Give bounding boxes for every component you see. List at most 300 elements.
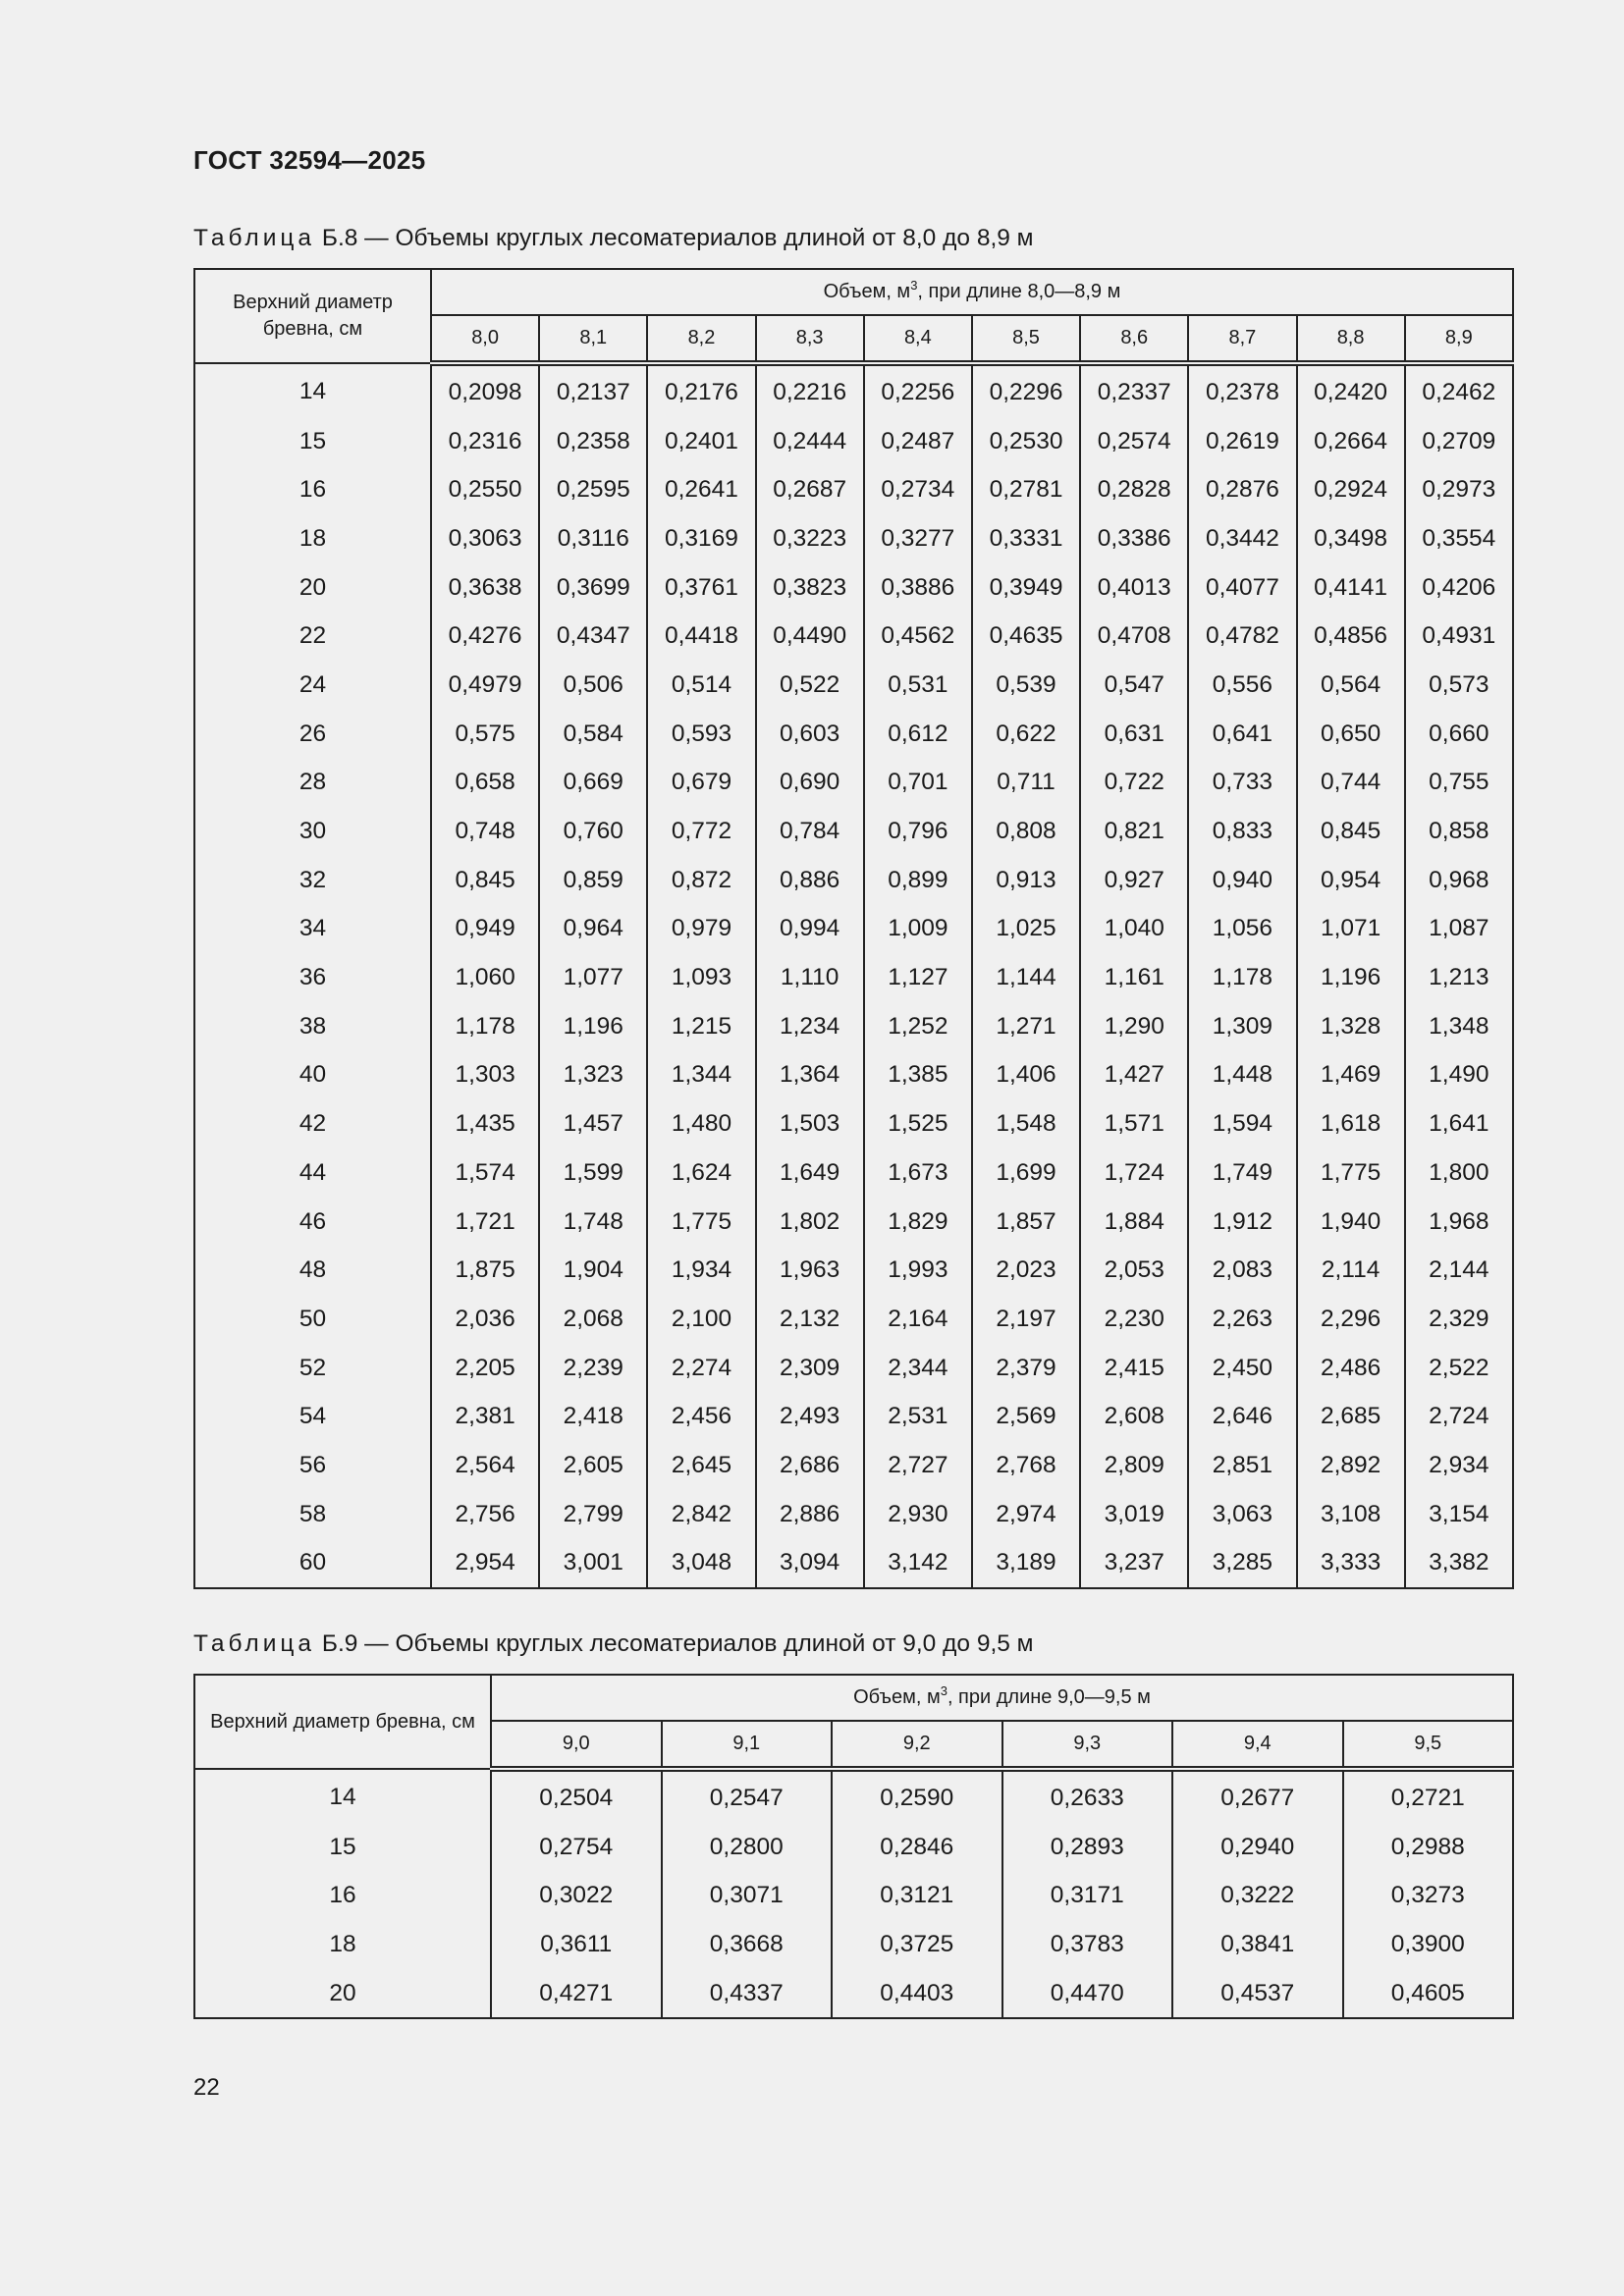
volume-cell: 0,755 bbox=[1405, 759, 1513, 808]
volume-cell: 0,760 bbox=[539, 807, 647, 856]
volume-cell: 0,650 bbox=[1297, 710, 1405, 759]
volume-cell: 2,934 bbox=[1405, 1441, 1513, 1490]
volume-cell: 0,4470 bbox=[1002, 1969, 1173, 2019]
volume-cell: 2,605 bbox=[539, 1441, 647, 1490]
volume-cell: 3,237 bbox=[1080, 1539, 1188, 1589]
volume-cell: 1,077 bbox=[539, 953, 647, 1002]
table2-caption-word: Таблица bbox=[193, 1630, 316, 1657]
volume-cell: 0,556 bbox=[1188, 661, 1296, 710]
volume-cell: 0,3277 bbox=[864, 514, 972, 563]
volume-cell: 1,009 bbox=[864, 905, 972, 954]
volume-cell: 0,2876 bbox=[1188, 465, 1296, 514]
volume-cell: 1,344 bbox=[647, 1051, 755, 1100]
volume-cell: 0,2973 bbox=[1405, 465, 1513, 514]
volume-cell: 1,829 bbox=[864, 1198, 972, 1247]
volume-cell: 0,2595 bbox=[539, 465, 647, 514]
volume-cell: 1,178 bbox=[431, 1002, 539, 1051]
volume-cell: 2,132 bbox=[756, 1295, 864, 1344]
table1-caption-text: Б.8 — Объемы круглых лесоматериалов длиной от 8,0 до 8,9 м bbox=[315, 225, 1034, 251]
volume-cell: 0,3498 bbox=[1297, 514, 1405, 563]
volume-cell: 0,2828 bbox=[1080, 465, 1188, 514]
volume-cell: 0,2709 bbox=[1405, 417, 1513, 466]
volume-cell: 2,842 bbox=[647, 1490, 755, 1539]
volume-cell: 0,2256 bbox=[864, 363, 972, 417]
volume-cell: 1,599 bbox=[539, 1148, 647, 1198]
volume-cell: 0,2216 bbox=[756, 363, 864, 417]
volume-cell: 1,525 bbox=[864, 1099, 972, 1148]
table1-group-prefix: Объем, м bbox=[823, 281, 911, 302]
volume-cell: 0,3063 bbox=[431, 514, 539, 563]
table-row bbox=[194, 1490, 1513, 1539]
volume-cell: 0,796 bbox=[864, 807, 972, 856]
volume-cell: 1,724 bbox=[1080, 1148, 1188, 1198]
table-row bbox=[194, 1969, 1513, 2019]
volume-cell: 1,748 bbox=[539, 1198, 647, 1247]
length-header: 8,5 bbox=[972, 315, 1080, 363]
volume-cell: 0,522 bbox=[756, 661, 864, 710]
volume-cell: 0,2677 bbox=[1172, 1769, 1343, 1823]
table1-caption-word: Таблица bbox=[193, 225, 316, 251]
volume-cell: 0,564 bbox=[1297, 661, 1405, 710]
volume-cell: 2,100 bbox=[647, 1295, 755, 1344]
volume-cell: 0,899 bbox=[864, 856, 972, 905]
table2-group-sup: 3 bbox=[940, 1683, 947, 1698]
table1-corner-header: Верхний диаметр бревна, см bbox=[194, 269, 431, 363]
volume-cell: 2,930 bbox=[864, 1490, 972, 1539]
diameter-cell: 20 bbox=[194, 1969, 491, 2019]
volume-cell: 0,845 bbox=[1297, 807, 1405, 856]
volume-cell: 0,4403 bbox=[832, 1969, 1002, 2019]
volume-cell: 1,290 bbox=[1080, 1002, 1188, 1051]
volume-cell: 0,4206 bbox=[1405, 563, 1513, 613]
volume-cell: 1,574 bbox=[431, 1148, 539, 1198]
volume-cell: 0,2358 bbox=[539, 417, 647, 466]
table-row bbox=[194, 1051, 1513, 1100]
table-row bbox=[194, 905, 1513, 954]
volume-cell: 0,733 bbox=[1188, 759, 1296, 808]
volume-cell: 2,415 bbox=[1080, 1344, 1188, 1393]
volume-cell: 2,239 bbox=[539, 1344, 647, 1393]
volume-cell: 0,2781 bbox=[972, 465, 1080, 514]
volume-cell: 0,3611 bbox=[491, 1920, 662, 1969]
volume-cell: 1,904 bbox=[539, 1246, 647, 1295]
volume-cell: 0,979 bbox=[647, 905, 755, 954]
volume-cell: 0,4562 bbox=[864, 612, 972, 661]
table-row bbox=[194, 1539, 1513, 1589]
volume-cell: 0,2337 bbox=[1080, 363, 1188, 417]
length-header: 8,7 bbox=[1188, 315, 1296, 363]
diameter-cell: 26 bbox=[194, 710, 431, 759]
volume-cell: 0,784 bbox=[756, 807, 864, 856]
volume-cell: 1,857 bbox=[972, 1198, 1080, 1247]
volume-cell: 2,646 bbox=[1188, 1392, 1296, 1441]
volume-cell: 0,964 bbox=[539, 905, 647, 954]
volume-cell: 0,612 bbox=[864, 710, 972, 759]
diameter-cell: 46 bbox=[194, 1198, 431, 1247]
volume-cell: 1,161 bbox=[1080, 953, 1188, 1002]
volume-cell: 0,3841 bbox=[1172, 1920, 1343, 1969]
volume-cell: 0,593 bbox=[647, 710, 755, 759]
volume-cell: 2,608 bbox=[1080, 1392, 1188, 1441]
volume-cell: 2,809 bbox=[1080, 1441, 1188, 1490]
volume-cell: 2,068 bbox=[539, 1295, 647, 1344]
table-row bbox=[194, 807, 1513, 856]
volume-cell: 1,699 bbox=[972, 1148, 1080, 1198]
table-row bbox=[194, 1392, 1513, 1441]
table-row bbox=[194, 1344, 1513, 1393]
diameter-cell: 16 bbox=[194, 465, 431, 514]
volume-cell: 0,4782 bbox=[1188, 612, 1296, 661]
volume-cell: 0,2547 bbox=[662, 1769, 833, 1823]
volume-cell: 1,144 bbox=[972, 953, 1080, 1002]
volume-cell: 3,108 bbox=[1297, 1490, 1405, 1539]
volume-cell: 0,658 bbox=[431, 759, 539, 808]
volume-cell: 0,531 bbox=[864, 661, 972, 710]
volume-cell: 0,547 bbox=[1080, 661, 1188, 710]
volume-cell: 2,144 bbox=[1405, 1246, 1513, 1295]
volume-cell: 3,094 bbox=[756, 1539, 864, 1589]
volume-cell: 0,2504 bbox=[491, 1769, 662, 1823]
table-row bbox=[194, 363, 1513, 417]
volume-cell: 1,571 bbox=[1080, 1099, 1188, 1148]
volume-cell: 0,4347 bbox=[539, 612, 647, 661]
volume-cell: 1,775 bbox=[1297, 1148, 1405, 1198]
volume-cell: 3,001 bbox=[539, 1539, 647, 1589]
document-header: ГОСТ 32594—2025 bbox=[193, 145, 426, 175]
volume-cell: 0,4708 bbox=[1080, 612, 1188, 661]
volume-cell: 0,808 bbox=[972, 807, 1080, 856]
volume-cell: 2,493 bbox=[756, 1392, 864, 1441]
volume-cell: 0,954 bbox=[1297, 856, 1405, 905]
volume-cell: 2,564 bbox=[431, 1441, 539, 1490]
length-header: 8,8 bbox=[1297, 315, 1405, 363]
volume-cell: 0,4013 bbox=[1080, 563, 1188, 613]
volume-cell: 0,4141 bbox=[1297, 563, 1405, 613]
volume-cell: 1,196 bbox=[539, 1002, 647, 1051]
table2-group-header bbox=[491, 1675, 1513, 1721]
volume-cell: 1,040 bbox=[1080, 905, 1188, 954]
volume-cell: 0,3725 bbox=[832, 1920, 1002, 1969]
volume-cell: 0,2378 bbox=[1188, 363, 1296, 417]
volume-cell: 2,685 bbox=[1297, 1392, 1405, 1441]
volume-cell: 0,3273 bbox=[1343, 1871, 1514, 1920]
table-row bbox=[194, 1099, 1513, 1148]
volume-cell: 0,3022 bbox=[491, 1871, 662, 1920]
volume-cell: 1,673 bbox=[864, 1148, 972, 1198]
diameter-cell: 42 bbox=[194, 1099, 431, 1148]
diameter-cell: 15 bbox=[194, 417, 431, 466]
page-number: 22 bbox=[193, 2074, 220, 2101]
length-header: 8,4 bbox=[864, 315, 972, 363]
volume-cell: 1,110 bbox=[756, 953, 864, 1002]
volume-cell: 0,690 bbox=[756, 759, 864, 808]
diameter-cell: 24 bbox=[194, 661, 431, 710]
volume-cell: 0,722 bbox=[1080, 759, 1188, 808]
table-row bbox=[194, 612, 1513, 661]
volume-cell: 2,450 bbox=[1188, 1344, 1296, 1393]
table-row bbox=[194, 661, 1513, 710]
volume-cell: 0,3783 bbox=[1002, 1920, 1173, 1969]
volume-cell: 2,756 bbox=[431, 1490, 539, 1539]
volume-cell: 0,2687 bbox=[756, 465, 864, 514]
table1-group-suffix: , при длине 8,0—8,9 м bbox=[917, 281, 1121, 302]
volume-cell: 2,569 bbox=[972, 1392, 1080, 1441]
volume-cell: 0,886 bbox=[756, 856, 864, 905]
volume-cell: 0,3761 bbox=[647, 563, 755, 613]
volume-cell: 0,3171 bbox=[1002, 1871, 1173, 1920]
volume-cell: 1,271 bbox=[972, 1002, 1080, 1051]
table2-corner-header: Верхний диаметр бревна, см bbox=[194, 1675, 491, 1769]
volume-cell: 0,913 bbox=[972, 856, 1080, 905]
volume-cell: 0,2444 bbox=[756, 417, 864, 466]
length-header: 9,0 bbox=[491, 1721, 662, 1769]
volume-cell: 0,2641 bbox=[647, 465, 755, 514]
volume-cell: 0,4418 bbox=[647, 612, 755, 661]
volume-cell: 0,949 bbox=[431, 905, 539, 954]
volume-cell: 1,963 bbox=[756, 1246, 864, 1295]
volume-cell: 0,821 bbox=[1080, 807, 1188, 856]
volume-cell: 0,2296 bbox=[972, 363, 1080, 417]
table-row bbox=[194, 1148, 1513, 1198]
volume-cell: 0,2176 bbox=[647, 363, 755, 417]
volume-cell: 1,448 bbox=[1188, 1051, 1296, 1100]
table1-caption bbox=[193, 225, 1034, 252]
volume-cell: 1,213 bbox=[1405, 953, 1513, 1002]
volume-cell: 2,296 bbox=[1297, 1295, 1405, 1344]
volume-cell: 0,622 bbox=[972, 710, 1080, 759]
volume-cell: 0,660 bbox=[1405, 710, 1513, 759]
volume-cell: 1,071 bbox=[1297, 905, 1405, 954]
volume-cell: 0,2633 bbox=[1002, 1769, 1173, 1823]
volume-cell: 2,023 bbox=[972, 1246, 1080, 1295]
volume-cell: 0,506 bbox=[539, 661, 647, 710]
diameter-cell: 56 bbox=[194, 1441, 431, 1490]
volume-cell: 1,800 bbox=[1405, 1148, 1513, 1198]
length-header: 8,2 bbox=[647, 315, 755, 363]
volume-cell: 0,3668 bbox=[662, 1920, 833, 1969]
volume-cell: 0,2487 bbox=[864, 417, 972, 466]
volume-cell: 2,263 bbox=[1188, 1295, 1296, 1344]
table-row bbox=[194, 710, 1513, 759]
volume-cell: 0,2574 bbox=[1080, 417, 1188, 466]
volume-cell: 1,127 bbox=[864, 953, 972, 1002]
volume-cell: 3,189 bbox=[972, 1539, 1080, 1589]
volume-cell: 2,799 bbox=[539, 1490, 647, 1539]
volume-cell: 0,711 bbox=[972, 759, 1080, 808]
table2-caption-text: Б.9 — Объемы круглых лесоматериалов длиной от 9,0 до 9,5 м bbox=[315, 1630, 1034, 1657]
volume-cell: 1,196 bbox=[1297, 953, 1405, 1002]
volume-cell: 2,309 bbox=[756, 1344, 864, 1393]
volume-cell: 1,641 bbox=[1405, 1099, 1513, 1148]
volume-cell: 1,912 bbox=[1188, 1198, 1296, 1247]
table-row bbox=[194, 1769, 1513, 1823]
volume-cell: 0,3223 bbox=[756, 514, 864, 563]
volume-cell: 2,851 bbox=[1188, 1441, 1296, 1490]
volume-cell: 2,379 bbox=[972, 1344, 1080, 1393]
volume-cell: 3,285 bbox=[1188, 1539, 1296, 1589]
volume-cell: 0,3823 bbox=[756, 563, 864, 613]
diameter-cell: 18 bbox=[194, 1920, 491, 1969]
table-row bbox=[194, 1871, 1513, 1920]
diameter-cell: 28 bbox=[194, 759, 431, 808]
volume-cell: 0,2664 bbox=[1297, 417, 1405, 466]
table-row bbox=[194, 856, 1513, 905]
volume-cell: 0,701 bbox=[864, 759, 972, 808]
table-row bbox=[194, 465, 1513, 514]
diameter-cell: 34 bbox=[194, 905, 431, 954]
volume-cell: 3,333 bbox=[1297, 1539, 1405, 1589]
volume-cell: 0,2924 bbox=[1297, 465, 1405, 514]
volume-cell: 0,2137 bbox=[539, 363, 647, 417]
volume-cell: 1,060 bbox=[431, 953, 539, 1002]
volume-cell: 0,631 bbox=[1080, 710, 1188, 759]
volume-cell: 2,886 bbox=[756, 1490, 864, 1539]
volume-cell: 0,3222 bbox=[1172, 1871, 1343, 1920]
length-header: 9,3 bbox=[1002, 1721, 1173, 1769]
diameter-cell: 16 bbox=[194, 1871, 491, 1920]
volume-cell: 2,486 bbox=[1297, 1344, 1405, 1393]
volume-cell: 1,427 bbox=[1080, 1051, 1188, 1100]
diameter-cell: 15 bbox=[194, 1823, 491, 1872]
volume-cell: 1,385 bbox=[864, 1051, 972, 1100]
table-row bbox=[194, 1002, 1513, 1051]
volume-cell: 0,968 bbox=[1405, 856, 1513, 905]
volume-cell: 1,749 bbox=[1188, 1148, 1296, 1198]
volume-cell: 0,3886 bbox=[864, 563, 972, 613]
volume-cell: 0,4276 bbox=[431, 612, 539, 661]
volume-cell: 0,575 bbox=[431, 710, 539, 759]
volume-cell: 1,328 bbox=[1297, 1002, 1405, 1051]
volume-cell: 1,025 bbox=[972, 905, 1080, 954]
volume-table-b9 bbox=[193, 1674, 1514, 2019]
table-row bbox=[194, 417, 1513, 466]
volume-cell: 1,503 bbox=[756, 1099, 864, 1148]
diameter-cell: 50 bbox=[194, 1295, 431, 1344]
volume-cell: 3,063 bbox=[1188, 1490, 1296, 1539]
length-header: 9,4 bbox=[1172, 1721, 1343, 1769]
volume-cell: 1,234 bbox=[756, 1002, 864, 1051]
volume-cell: 1,323 bbox=[539, 1051, 647, 1100]
volume-cell: 0,641 bbox=[1188, 710, 1296, 759]
table-row bbox=[194, 1295, 1513, 1344]
volume-cell: 2,036 bbox=[431, 1295, 539, 1344]
diameter-cell: 54 bbox=[194, 1392, 431, 1441]
volume-cell: 1,884 bbox=[1080, 1198, 1188, 1247]
volume-table-b8 bbox=[193, 268, 1514, 1589]
volume-cell: 0,2530 bbox=[972, 417, 1080, 466]
table-row bbox=[194, 1246, 1513, 1295]
volume-cell: 2,954 bbox=[431, 1539, 539, 1589]
diameter-cell: 18 bbox=[194, 514, 431, 563]
volume-cell: 2,197 bbox=[972, 1295, 1080, 1344]
diameter-cell: 20 bbox=[194, 563, 431, 613]
volume-cell: 0,2721 bbox=[1343, 1769, 1514, 1823]
volume-cell: 1,348 bbox=[1405, 1002, 1513, 1051]
diameter-cell: 30 bbox=[194, 807, 431, 856]
volume-cell: 0,3900 bbox=[1343, 1920, 1514, 1969]
volume-cell: 0,2846 bbox=[832, 1823, 1002, 1872]
volume-cell: 2,645 bbox=[647, 1441, 755, 1490]
volume-cell: 0,2988 bbox=[1343, 1823, 1514, 1872]
volume-cell: 2,727 bbox=[864, 1441, 972, 1490]
volume-cell: 1,056 bbox=[1188, 905, 1296, 954]
volume-cell: 0,2590 bbox=[832, 1769, 1002, 1823]
volume-cell: 0,3386 bbox=[1080, 514, 1188, 563]
volume-cell: 2,456 bbox=[647, 1392, 755, 1441]
volume-cell: 1,457 bbox=[539, 1099, 647, 1148]
volume-cell: 0,4077 bbox=[1188, 563, 1296, 613]
volume-cell: 2,114 bbox=[1297, 1246, 1405, 1295]
diameter-cell: 48 bbox=[194, 1246, 431, 1295]
volume-cell: 0,927 bbox=[1080, 856, 1188, 905]
volume-cell: 0,669 bbox=[539, 759, 647, 808]
table-row bbox=[194, 1920, 1513, 1969]
volume-cell: 3,154 bbox=[1405, 1490, 1513, 1539]
diameter-cell: 38 bbox=[194, 1002, 431, 1051]
diameter-cell: 22 bbox=[194, 612, 431, 661]
volume-cell: 3,142 bbox=[864, 1539, 972, 1589]
volume-cell: 1,649 bbox=[756, 1148, 864, 1198]
volume-cell: 1,993 bbox=[864, 1246, 972, 1295]
volume-cell: 3,048 bbox=[647, 1539, 755, 1589]
volume-cell: 1,624 bbox=[647, 1148, 755, 1198]
table1-group-header bbox=[431, 269, 1513, 315]
volume-cell: 0,2940 bbox=[1172, 1823, 1343, 1872]
volume-cell: 0,2619 bbox=[1188, 417, 1296, 466]
volume-cell: 0,994 bbox=[756, 905, 864, 954]
volume-cell: 1,618 bbox=[1297, 1099, 1405, 1148]
volume-cell: 1,178 bbox=[1188, 953, 1296, 1002]
volume-cell: 1,215 bbox=[647, 1002, 755, 1051]
table-row bbox=[194, 514, 1513, 563]
volume-cell: 2,230 bbox=[1080, 1295, 1188, 1344]
volume-cell: 0,744 bbox=[1297, 759, 1405, 808]
volume-cell: 0,3116 bbox=[539, 514, 647, 563]
volume-cell: 0,3554 bbox=[1405, 514, 1513, 563]
volume-cell: 3,019 bbox=[1080, 1490, 1188, 1539]
diameter-cell: 36 bbox=[194, 953, 431, 1002]
length-header: 8,9 bbox=[1405, 315, 1513, 363]
volume-cell: 0,4537 bbox=[1172, 1969, 1343, 2019]
volume-cell: 0,4979 bbox=[431, 661, 539, 710]
volume-cell: 1,406 bbox=[972, 1051, 1080, 1100]
volume-cell: 0,833 bbox=[1188, 807, 1296, 856]
volume-cell: 0,2550 bbox=[431, 465, 539, 514]
length-header: 9,5 bbox=[1343, 1721, 1514, 1769]
volume-cell: 1,093 bbox=[647, 953, 755, 1002]
volume-cell: 1,252 bbox=[864, 1002, 972, 1051]
table2-group-prefix: Объем, м bbox=[853, 1686, 941, 1708]
volume-cell: 0,4490 bbox=[756, 612, 864, 661]
volume-cell: 0,2734 bbox=[864, 465, 972, 514]
volume-cell: 1,435 bbox=[431, 1099, 539, 1148]
volume-cell: 0,2800 bbox=[662, 1823, 833, 1872]
volume-cell: 0,539 bbox=[972, 661, 1080, 710]
diameter-cell: 32 bbox=[194, 856, 431, 905]
volume-cell: 1,087 bbox=[1405, 905, 1513, 954]
diameter-cell: 58 bbox=[194, 1490, 431, 1539]
diameter-cell: 14 bbox=[194, 363, 431, 417]
volume-cell: 1,309 bbox=[1188, 1002, 1296, 1051]
table-row bbox=[194, 759, 1513, 808]
diameter-cell: 44 bbox=[194, 1148, 431, 1198]
volume-cell: 0,2316 bbox=[431, 417, 539, 466]
volume-cell: 2,686 bbox=[756, 1441, 864, 1490]
volume-cell: 0,3638 bbox=[431, 563, 539, 613]
volume-cell: 1,594 bbox=[1188, 1099, 1296, 1148]
volume-cell: 1,721 bbox=[431, 1198, 539, 1247]
volume-cell: 0,2462 bbox=[1405, 363, 1513, 417]
